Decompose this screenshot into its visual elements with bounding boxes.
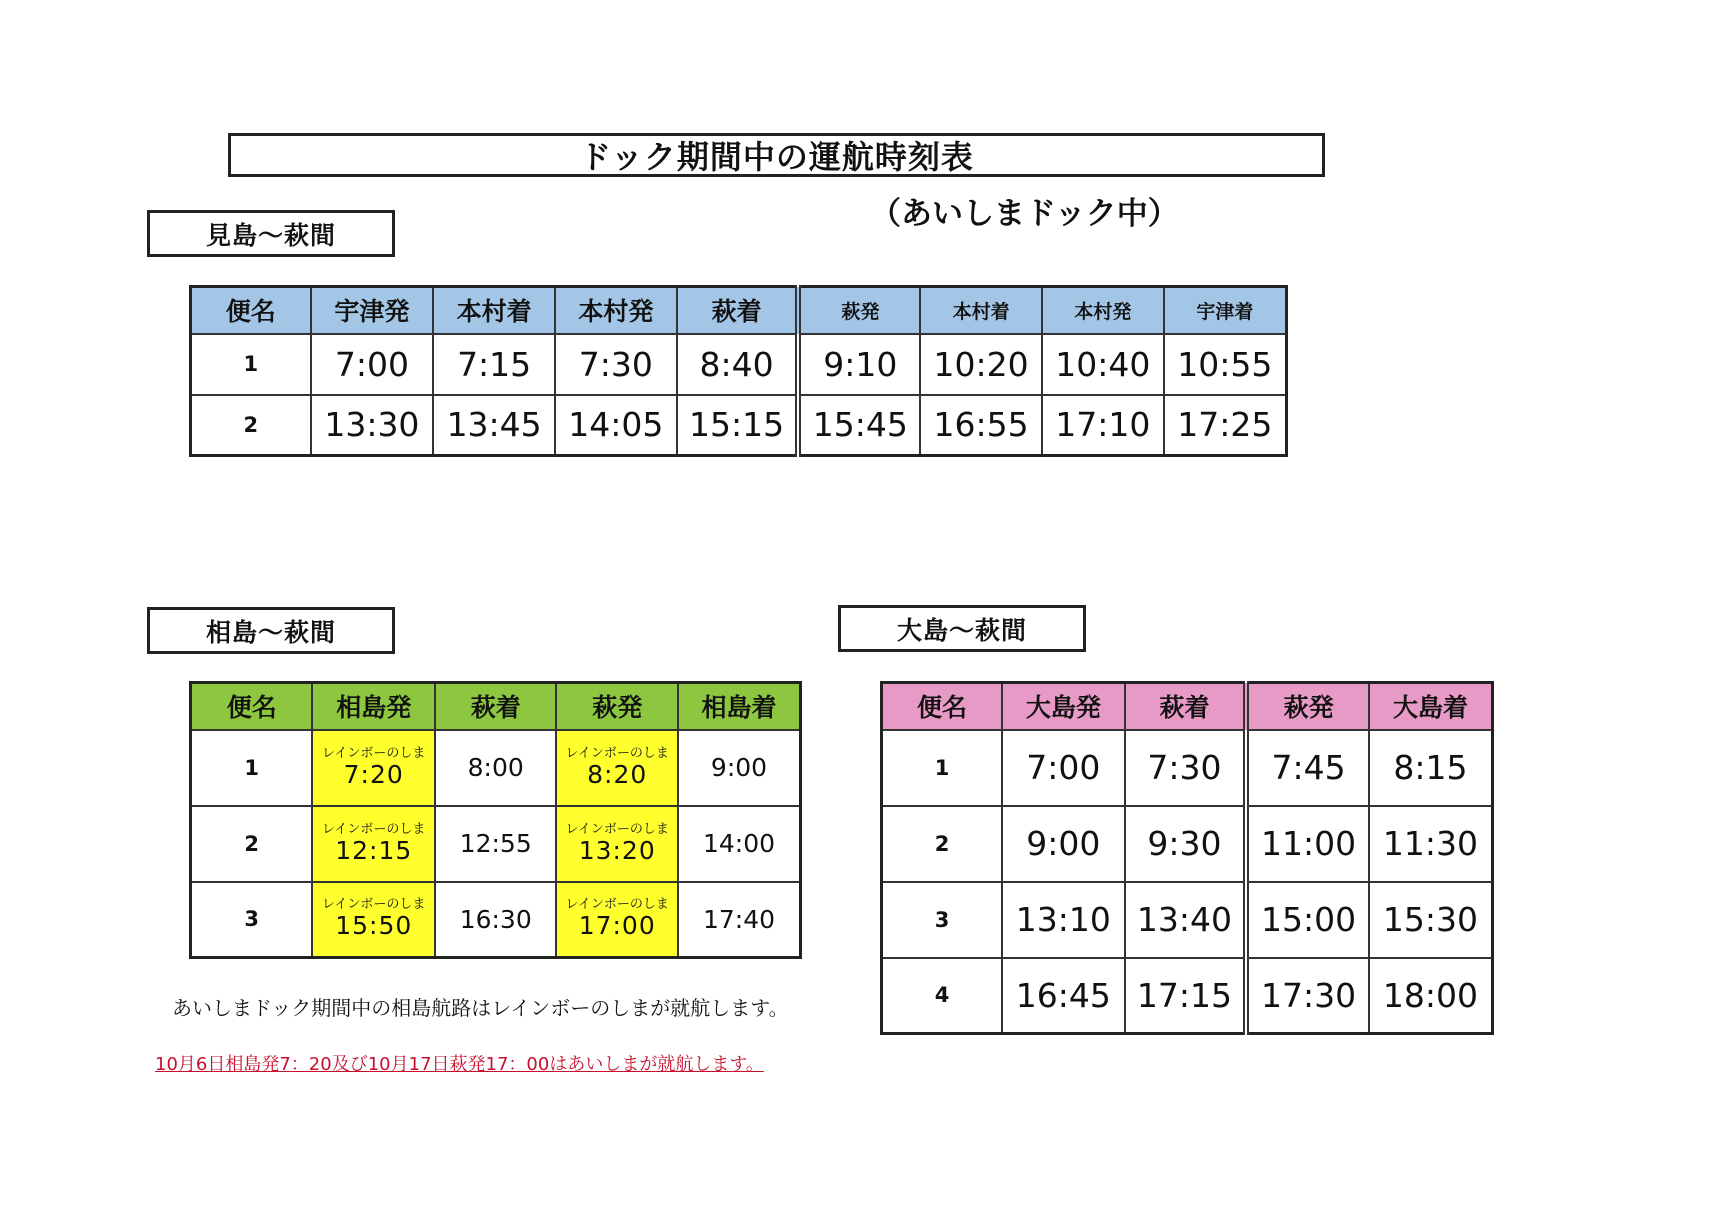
time-cell: 7:00: [311, 334, 434, 395]
service-number: 2: [191, 395, 311, 456]
time-cell: 12:55: [435, 806, 556, 882]
time-cell: 7:30: [1125, 730, 1247, 806]
time-value: 13:20: [578, 835, 656, 865]
time-cell: 16:55: [920, 395, 1042, 456]
time-value: 7:20: [343, 759, 404, 789]
table-header-row: [191, 287, 1287, 334]
time-cell: 13:40: [1125, 882, 1247, 958]
service-number: 2: [882, 806, 1003, 882]
ship-name: レインボーのしま: [565, 821, 669, 837]
route-label-aishima: [147, 607, 395, 654]
time-cell: 11:30: [1369, 806, 1493, 882]
column-header: 萩発: [1246, 683, 1369, 730]
route-label-oshima-text: 大島～萩間: [896, 615, 1027, 645]
column-header: 宇津着: [1164, 287, 1287, 334]
service-number: 1: [882, 730, 1003, 806]
column-header: 便名: [882, 683, 1003, 730]
time-cell: 14:05: [555, 395, 677, 456]
time-cell: 7:00: [1002, 730, 1125, 806]
table-row: [882, 730, 1493, 806]
rainbow-departure-cell: [556, 806, 678, 882]
time-cell: 15:15: [677, 395, 799, 456]
table-row: [191, 730, 801, 806]
table-row: [882, 958, 1493, 1034]
column-header: 便名: [191, 683, 313, 730]
table-row: [882, 806, 1493, 882]
service-number: 1: [191, 334, 311, 395]
rainbow-departure-cell: [312, 806, 435, 882]
service-number: 3: [191, 882, 313, 958]
column-header: 萩着: [1125, 683, 1247, 730]
time-cell: 18:00: [1369, 958, 1493, 1034]
column-header: 本村着: [920, 287, 1042, 334]
time-cell: 9:00: [1002, 806, 1125, 882]
time-value: 15:50: [335, 911, 413, 941]
time-value: 12:15: [335, 835, 413, 865]
time-cell: 7:30: [555, 334, 677, 395]
time-cell: 11:00: [1246, 806, 1369, 882]
time-cell: 10:55: [1164, 334, 1287, 395]
time-cell: 13:30: [311, 395, 434, 456]
time-cell: 15:30: [1369, 882, 1493, 958]
ship-name: レインボーのしま: [565, 745, 669, 761]
time-cell: 7:15: [433, 334, 555, 395]
column-header: 便名: [191, 287, 311, 334]
column-header: 本村着: [433, 287, 555, 334]
column-header: 本村発: [555, 287, 677, 334]
time-cell: 13:10: [1002, 882, 1125, 958]
service-number: 4: [882, 958, 1003, 1034]
route-label-oshima: [838, 605, 1086, 652]
time-value: 17:00: [578, 911, 656, 941]
aishima-note: あいしまドック期間中の相島航路はレインボーのしまが就航します。: [172, 996, 789, 1020]
time-cell: 8:40: [677, 334, 799, 395]
service-number: 3: [882, 882, 1003, 958]
table-header-row: [882, 683, 1493, 730]
time-cell: 17:40: [678, 882, 801, 958]
time-cell: 9:30: [1125, 806, 1247, 882]
rainbow-departure-cell: [312, 730, 435, 806]
time-cell: 17:30: [1246, 958, 1369, 1034]
column-header: 大島着: [1369, 683, 1493, 730]
table-row: [191, 806, 801, 882]
time-cell: 8:00: [435, 730, 556, 806]
table-row: [191, 395, 1287, 456]
route-label-mishima: [147, 210, 395, 257]
column-header: 相島着: [678, 683, 801, 730]
page-subtitle: （あいしまドック中）: [870, 196, 1179, 232]
time-cell: 15:00: [1246, 882, 1369, 958]
table-row: [882, 882, 1493, 958]
route-label-mishima-text: 見島～萩間: [205, 220, 336, 250]
time-cell: 9:00: [678, 730, 801, 806]
ship-name: レインボーのしま: [322, 897, 426, 913]
table-row: [191, 882, 801, 958]
time-cell: 10:20: [920, 334, 1042, 395]
time-cell: 16:30: [435, 882, 556, 958]
time-cell: 17:10: [1042, 395, 1164, 456]
page-title-text: ドック期間中の運航時刻表: [579, 138, 974, 176]
ship-name: レインボーのしま: [322, 821, 426, 837]
rainbow-departure-cell: [556, 730, 678, 806]
timetable-mishima: [189, 285, 1288, 457]
time-cell: 17:15: [1125, 958, 1247, 1034]
service-number: 2: [191, 806, 313, 882]
timetable-oshima: [880, 681, 1494, 1035]
time-cell: 14:00: [678, 806, 801, 882]
rainbow-departure-cell: [556, 882, 678, 958]
column-header: 萩着: [435, 683, 556, 730]
column-header: 大島発: [1002, 683, 1125, 730]
column-header: 萩発: [556, 683, 678, 730]
time-cell: 13:45: [433, 395, 555, 456]
page-title: [228, 133, 1325, 177]
column-header: 相島発: [312, 683, 435, 730]
time-value: 8:20: [587, 759, 648, 789]
time-cell: 7:45: [1246, 730, 1369, 806]
ship-name: レインボーのしま: [565, 897, 669, 913]
table-row: [191, 334, 1287, 395]
rainbow-departure-cell: [312, 882, 435, 958]
route-label-aishima-text: 相島～萩間: [205, 617, 336, 647]
column-header: 萩発: [798, 287, 920, 334]
timetable-aishima: [189, 681, 802, 959]
time-cell: 10:40: [1042, 334, 1164, 395]
aishima-note-warning: 10月6日相島発7：20及び10月17日萩発17：00はあいしまが就航します。: [155, 1054, 764, 1075]
time-cell: 8:15: [1369, 730, 1493, 806]
service-number: 1: [191, 730, 313, 806]
time-cell: 17:25: [1164, 395, 1287, 456]
time-cell: 9:10: [798, 334, 920, 395]
ship-name: レインボーのしま: [322, 745, 426, 761]
column-header: 宇津発: [311, 287, 434, 334]
time-cell: 16:45: [1002, 958, 1125, 1034]
time-cell: 15:45: [798, 395, 920, 456]
column-header: 本村発: [1042, 287, 1164, 334]
column-header: 萩着: [677, 287, 799, 334]
table-header-row: [191, 683, 801, 730]
